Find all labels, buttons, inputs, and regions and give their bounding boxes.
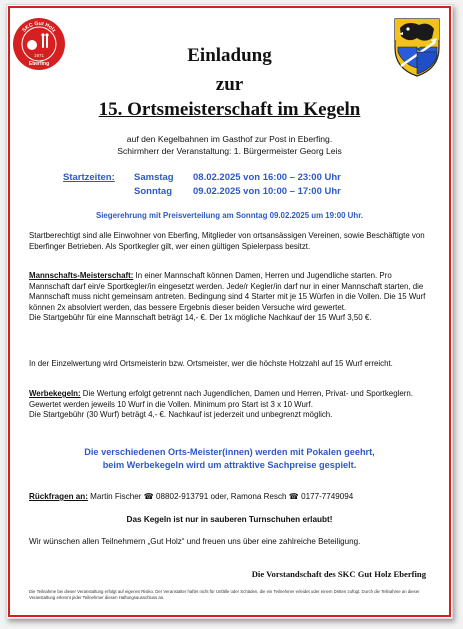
werbekegeln-text: Die Wertung erfolgt getrennt nach Jugendlichen, Damen und Herren, Privat- und Sportkeglern. Gewertet werden jeweils 10 Wurf in die Vollen. Minimum pro Start ist 3 x 10 Wurf.	[29, 389, 413, 409]
einzel-paragraph: In der Einzelwertung wird Ortsmeisterin bzw. Ortsmeister, wer die höchste Holzzahl auf 15 Wurf erreicht.	[29, 359, 393, 368]
startzeiten-time-1: 08.02.2025 von 16:00 – 23:00 Uhr	[193, 172, 341, 183]
werbekegeln-heading: Werbekegeln:	[29, 389, 81, 398]
intro-line-1: auf den Kegelbahnen im Gasthof zur Post in Eberfing.	[126, 134, 333, 144]
mannschaft-text: In einer Mannschaft können Damen, Herren und Jugendliche starten. Pro Mannschaft darf ein/e Sportkegler/in eingesetzt werden. Jede/r Kegler/in darf nur in einer Mannschaft starten, die Mannschaft muss nicht gemeinsam antreten. Bedingung sind 4 Starter mit je 15 Würfen in die Vollen. Die 15 Wurf können 2x absolviert werden, das bessere Ergebnis dieser beiden Versuche wird gewertet.	[29, 271, 426, 312]
siegerehrung-text: Siegerehrung mit Preisverteilung am Sonntag 09.02.2025 um 19:00 Uhr.	[95, 211, 364, 220]
pokale-line-2: beim Werbekegeln wird um attraktive Sachpreise gespielt.	[102, 460, 357, 470]
startzeiten-day-1: Samstag	[134, 172, 174, 183]
startberechtigt-paragraph: Startberechtigt sind alle Einwohner von Eberfing, Mitglieder von ortsansässigen Vereinen, sowie Beschäftigte von Eberfinger Betrieben. Als Sportkegler gilt, wer einen gültigen Spielerpass besitzt.	[29, 231, 425, 251]
mannschaft-paragraph	[29, 271, 430, 324]
logo-text-bottom: Eberfing	[28, 61, 50, 67]
pokale-line-1: Die verschiedenen Orts-Meister(innen) werden mit Pokalen geehrt,	[84, 447, 375, 457]
signature: Die Vorstandschaft des SKC Gut Holz Eberfing	[251, 569, 426, 579]
intro-line-2: Schirmherr der Veranstaltung: 1. Bürgermeister Georg Leis	[117, 146, 342, 156]
turnschuhe-notice: Das Kegeln ist nur in sauberen Turnschuhen erlaubt!	[126, 515, 333, 524]
mannschaft-fee: Die Startgebühr für eine Mannschaft beträgt 14,- €. Der 1x mögliche Nachkauf der 15 Wurf 3,50 €.	[29, 313, 372, 323]
flyer-page	[6, 4, 453, 619]
werbekegeln-fee: Die Startgebühr (30 Wurf) beträgt 4,- €. Nachkauf ist jederzeit und unbegrenzt möglich.	[29, 410, 333, 420]
skc-club-logo-icon	[12, 17, 66, 71]
eberfing-coat-of-arms-icon	[391, 16, 443, 78]
mannschaft-heading: Mannschafts-Meisterschaft:	[29, 271, 134, 280]
rueckfragen-line	[29, 492, 430, 503]
rueckfragen-label: Rückfragen an:	[29, 492, 88, 501]
startzeiten-day-2: Sonntag	[134, 186, 172, 197]
startzeiten-label: Startzeiten:	[63, 172, 115, 183]
startzeiten-time-2: 09.02.2025 von 10:00 – 17:00 Uhr	[193, 186, 341, 197]
wuensche-paragraph: Wir wünschen allen Teilnehmern „Gut Holz“ und freuen uns über eine zahlreiche Beteiligung.	[29, 537, 361, 546]
title-line-1: Einladung	[187, 45, 272, 66]
logo-text-top: SKC Gut Holz	[21, 20, 57, 34]
logo-year: 1971	[33, 53, 45, 58]
title-line-2: zur	[215, 74, 244, 95]
werbekegeln-paragraph	[29, 389, 430, 421]
rueckfragen-text: Martin Fischer ☎ 08802-913791 oder, Ramona Resch ☎ 0177-7749094	[87, 492, 354, 501]
title-line-3: 15. Ortsmeisterschaft im Kegeln	[98, 99, 361, 120]
disclaimer-text: Die Teilnahme bei dieser Veranstaltung erfolgt auf eigenes Risiko. Der Veranstalter haftet nicht für Unfälle oder Schäden, die ein Teilnehmer erleidet oder einem Dritten zufügt. Durch die Teilnahme an dieser Veranstaltung erkennt jeder Teilnehmer diesen Haftungsausschluss an.	[29, 589, 420, 600]
